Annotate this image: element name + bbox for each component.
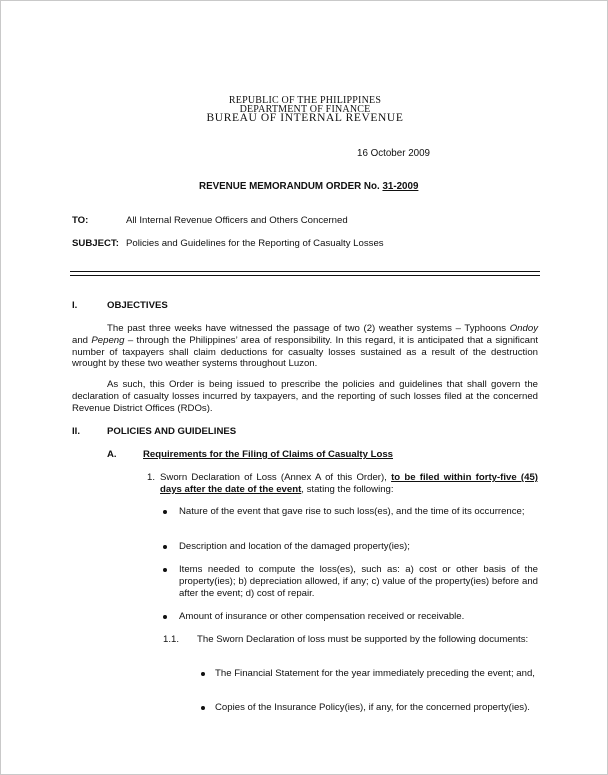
section-1-number: I. [72,300,78,311]
memo-date: 16 October 2009 [357,148,430,159]
item-1-1-text: The Sworn Declaration of loss must be supported by the following documents: [197,634,529,645]
subject-label: SUBJECT: [72,238,119,249]
header-department: DEPARTMENT OF FINANCE [239,104,371,115]
memo-title-prefix: REVENUE MEMORANDUM ORDER No. [199,181,383,192]
memo-title [199,181,418,192]
subsection-a-heading: Requirements for the Filing of Claims of Casualty Loss [143,449,394,460]
objectives-paragraph-2: As such, this Order is being issued to prescribe the policies and guidelines that shall govern the declaration of casualty losses incurred by taxpayers, and the reporting of such losses filed at the concerned Revenue District Offices (RDOs). [72,379,538,414]
section-2-heading: POLICIES AND GUIDELINES [107,426,237,437]
item-1-text [160,472,538,496]
item-1-deadline: to be filed within forty-five (45) days after the date of the event [160,472,538,495]
sub-bullet-dot [201,706,205,710]
divider-rule-bottom [70,275,540,276]
divider-rule-top [70,271,540,272]
to-value: All Internal Revenue Officers and Others Concerned [126,215,348,226]
bullet-item: Items needed to compute the loss(es), such as: a) cost or other basis of the property(ies); b) depreciation allowed, if any; c) value of the property(ies) before and after the event; d) cost of repair. [179,564,538,599]
header-republic: REPUBLIC OF THE PHILIPPINES [228,95,382,106]
sub-bullet-dot [201,672,205,676]
bullet-dot [163,510,167,514]
subject-value: Policies and Guidelines for the Reporting of Casualty Losses [126,238,384,249]
header-bureau: BUREAU OF INTERNAL REVENUE [206,112,404,124]
para1-text-b: – through the Philippines’ area of responsibility. In this regard, it is anticipated that a significant number of taxpayers shall claim deductions for casualty losses sustained as a result of the destruction wrought by these two weather systems throughout Luzon. [72,334,538,370]
section-2-number: II. [72,426,80,437]
subsection-a-letter: A. [107,449,117,460]
item-1-text-b: , stating the following: [301,483,394,495]
memo-number: 31-2009 [382,181,419,192]
sub-bullet-item: The Financial Statement for the year immediately preceding the event; and, [215,668,535,679]
bullet-dot [163,568,167,572]
bullet-item: Description and location of the damaged property(ies); [179,541,410,552]
to-label: TO: [72,215,89,226]
para1-text-and: and [72,334,92,346]
objectives-paragraph-1 [72,323,538,370]
bullet-dot [163,545,167,549]
bullet-item: Amount of insurance or other compensation received or receivable. [179,611,465,622]
bullet-item: Nature of the event that gave rise to such loss(es), and the time of its occurrence; [179,506,525,517]
typhoon-pepeng: Pepeng [91,334,125,346]
sub-bullet-item: Copies of the Insurance Policy(ies), if any, for the concerned property(ies). [215,702,530,713]
section-1-heading: OBJECTIVES [107,300,168,311]
typhoon-ondoy: Ondoy [509,323,538,334]
item-1-1-number: 1.1. [163,634,180,645]
item-1-text-a: Sworn Declaration of Loss (Annex A of this Order), [160,472,392,483]
bullet-dot [163,615,167,619]
para1-text-a: The past three weeks have witnessed the passage of two (2) weather systems – Typhoons [107,323,510,334]
item-1-number: 1. [147,472,156,483]
